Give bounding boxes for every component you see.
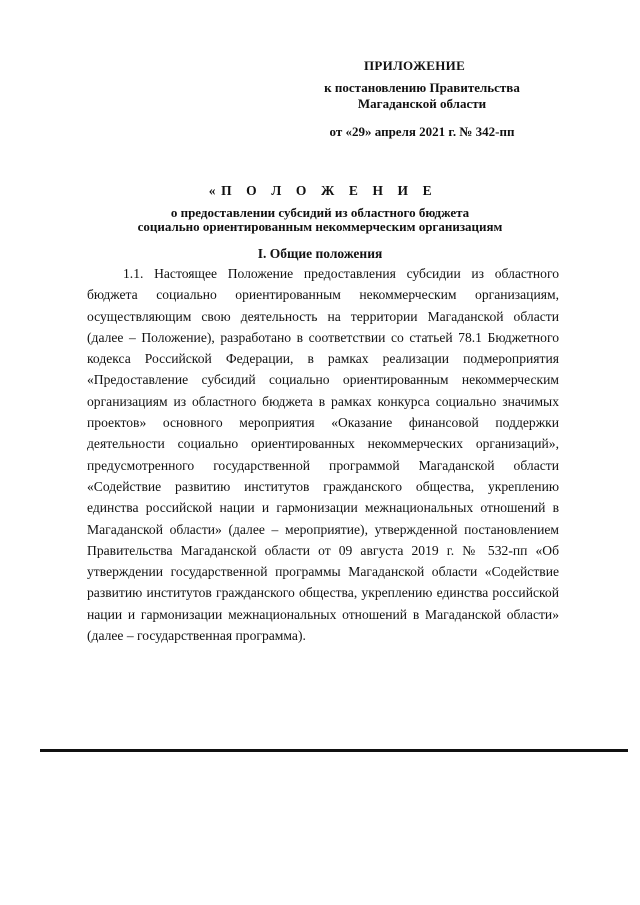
appendix-region-line: Магаданской области <box>357 96 487 111</box>
document-subtitle-line-2: социально ориентированным некоммерческим организациям <box>137 219 503 234</box>
section-heading: I. Общие положения <box>257 246 383 261</box>
appendix-date-line: от «29» апреля 2021 г. № 342-пп <box>329 124 515 139</box>
page-divider <box>40 749 628 752</box>
body-text <box>87 263 559 646</box>
paragraph-1-1: 1.1. Настоящее Положение предоставления субсидии из областного бюджета социально ориентированным некоммерческим организациям, осуществляющим свою деятельность на территории Магаданской области (далее – Положение), разработано в соответствии со статьей 78.1 Бюджетного кодекса Российской Федерации, в рамках реализации подмероприятия «Предоставление субсидий социально ориентированным некоммерческим организациям из областного бюджета в рамках конкурса социально значимых проектов» основного мероприятия «Оказание финансовой поддержки деятельности социально ориентированных некоммерческих организаций», предусмотренного государственной программой Магаданской области «Содействие развитию институтов гражданского общества, укреплению единства российской нации и гармонизации межнациональных отношений в Магаданской области» (далее – мероприятие), утвержденной постановлением Правительства Магаданской области от 09 августа 2019 г. № 532-пп «Об утверждении государственной программы Магаданской области «Содействие развитию институтов гражданского общества, укреплению единства российской нации и гармонизации межнациональных отношений в Магаданской области» (далее – государственная программа). <box>87 266 559 644</box>
appendix-title: ПРИЛОЖЕНИЕ <box>364 58 466 73</box>
document-title: «П О Л О Ж Е Н И Е <box>208 183 438 198</box>
appendix-resolution-line: к постановлению Правительства <box>324 80 520 95</box>
document-subtitle-line-1: о предоставлении субсидий из областного бюджета <box>170 205 470 220</box>
